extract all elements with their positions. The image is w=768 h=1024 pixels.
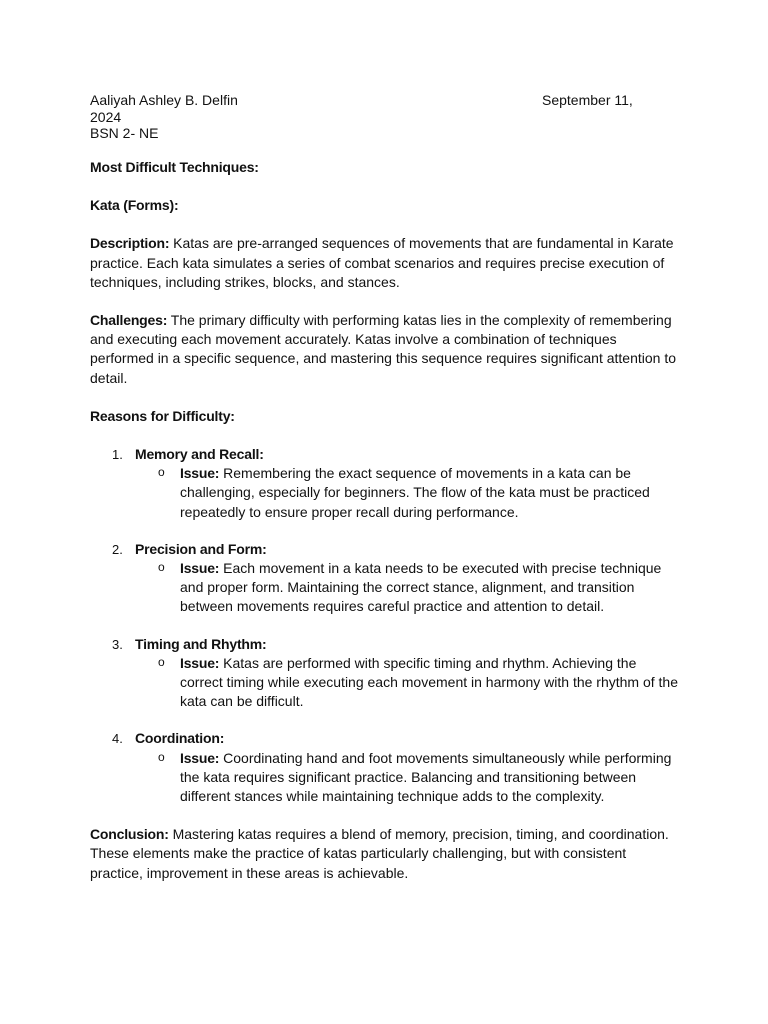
list-item [90,635,682,712]
document-date-year: 2024 [90,108,122,125]
list-item [90,729,682,806]
description-text: Katas are pre-arranged sequences of movements that are fundamental in Karate practice. Each kata simulates a series of combat scenarios and requires precise execution of techniques, including strikes, blocks, and stances. [90,235,674,290]
description-label: Description: [90,235,170,252]
issue-text: Remembering the exact sequence of movements in a kata can be challenging, especially for beginners. The flow of the kata must be practiced repeatedly to ensure proper recall during performance. [180,465,650,520]
author-section: BSN 2- NE [90,125,159,141]
bullet-icon: o [158,749,165,764]
conclusion-label: Conclusion: [90,826,169,843]
document-header [90,92,680,142]
issue-label: Issue: [180,560,220,577]
challenges-text: The primary difficulty with performing katas lies in the complexity of remembering and executing each movement accurately. Katas involve a combination of techniques performed in a specific sequence, and mastering this sequence requires significant attention to detail. [90,312,677,386]
bullet-icon: o [158,465,165,480]
list-item-title: Coordination: [135,730,225,747]
header-row [90,92,680,109]
list-item-issue [135,654,682,712]
list-item-number: 4. [112,731,123,747]
list-item-number: 3. [112,636,123,652]
list-item [90,445,682,522]
challenges-label: Challenges: [90,312,168,329]
issue-label: Issue: [180,465,220,482]
issue-label: Issue: [180,749,220,766]
issue-text: Each movement in a kata needs to be executed with precise technique and proper form. Maintaining the correct stance, alignment, and transition between movements requires careful practice and attention to detail. [180,560,662,615]
list-item-title: Timing and Rhythm: [135,635,267,652]
document-body [90,158,682,883]
list-item-issue [135,464,682,522]
list-item-title: Memory and Recall: [135,446,264,463]
list-item [90,540,682,617]
list-item-issue [135,559,682,617]
document-date: September 11, [542,92,633,108]
issue-label: Issue: [180,654,220,671]
description-paragraph [90,234,682,292]
conclusion-paragraph [90,825,682,883]
document-title: Most Difficult Techniques: [90,159,259,175]
issue-text: Coordinating hand and foot movements simultaneously while performing the kata requires significant practice. Balancing and transitioning between different stances while maintaining technique adds to the complexity. [180,749,672,805]
reasons-list [90,445,682,806]
bullet-icon: o [158,654,165,669]
list-item-title: Precision and Form: [135,540,267,557]
list-item-number: 1. [112,447,123,463]
list-item-number: 2. [112,541,123,557]
challenges-paragraph [90,311,682,388]
list-item-issue [135,749,682,807]
conclusion-text: Mastering katas requires a blend of memory, precision, timing, and coordination. These elements make the practice of katas particularly challenging, but with consistent practice, improvement in these areas is achievable. [90,826,669,881]
bullet-icon: o [158,560,165,575]
author-name: Aaliyah Ashley B. Delfin [90,92,238,108]
document-subtitle: Kata (Forms): [90,197,179,214]
reasons-heading: Reasons for Difficulty: [90,407,235,424]
issue-text: Katas are performed with specific timing and rhythm. Achieving the correct timing while executing each movement in harmony with the rhythm of the kata can be difficult. [180,654,679,710]
